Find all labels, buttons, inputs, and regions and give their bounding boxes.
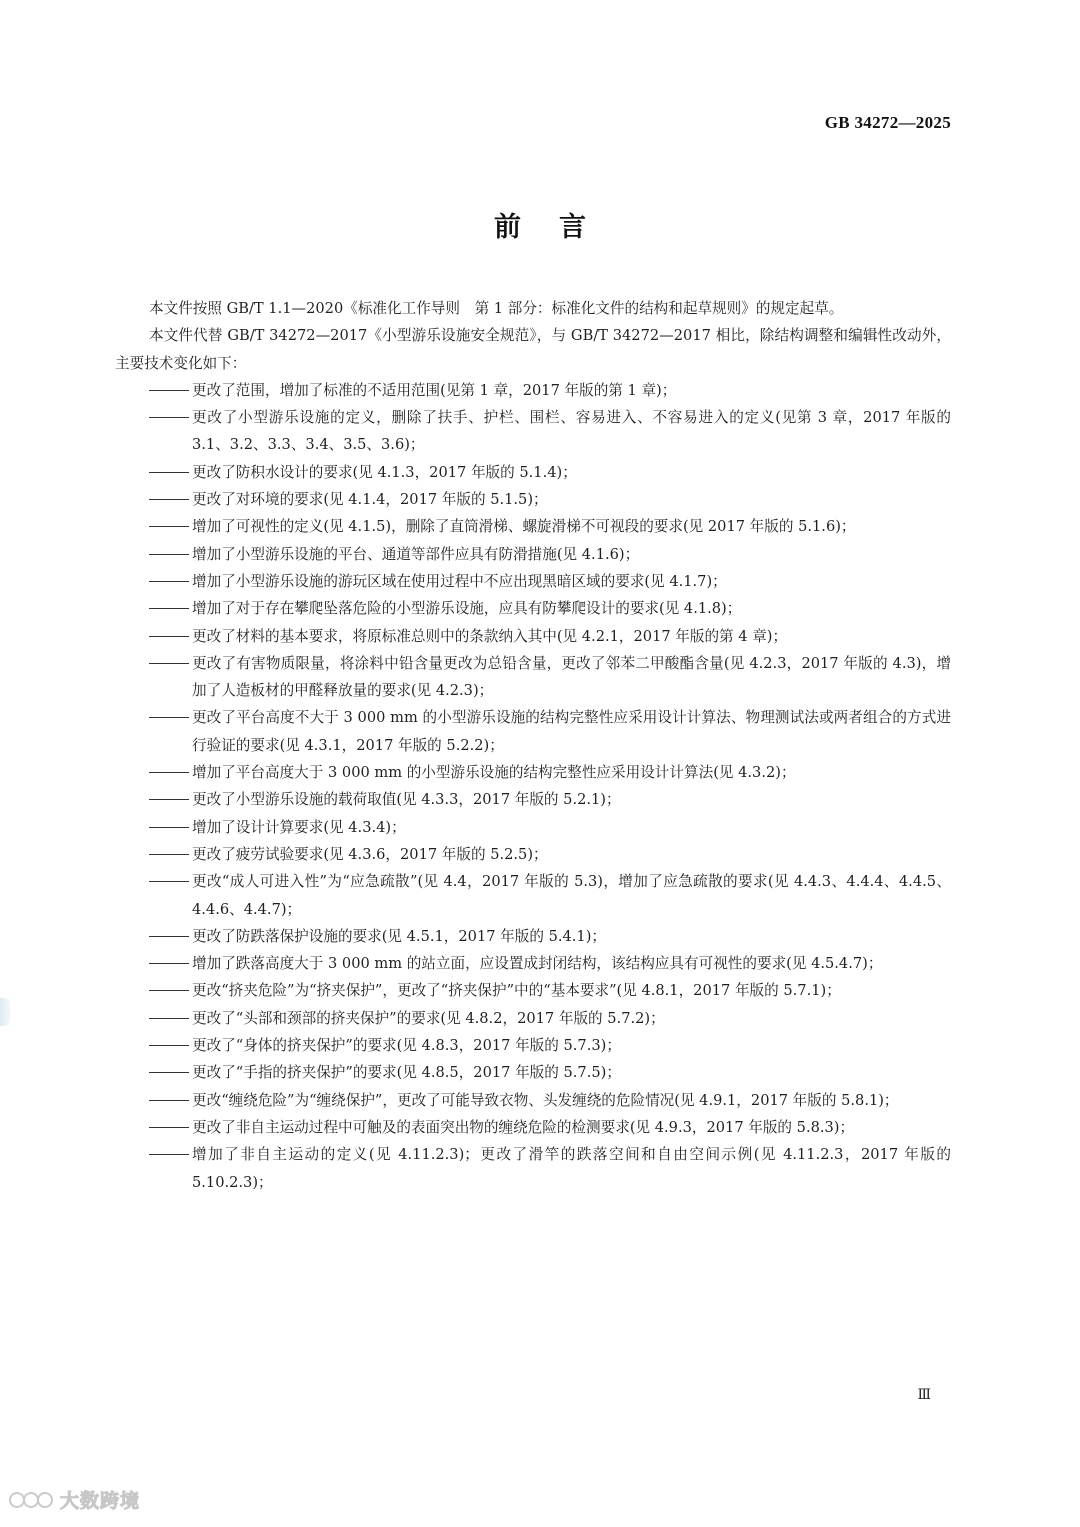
change-item: 增加了小型游乐设施的平台、通道等部件应具有防滑措施(见 4.1.6)； bbox=[115, 541, 951, 568]
dash-mark bbox=[149, 1018, 189, 1019]
change-item: 更改了小型游乐设施的定义，删除了扶手、护栏、围栏、容易进入、不容易进入的定义(见第 3 章，2017 年版的 3.1、3.2、3.3、3.4、3.5、3.6)； bbox=[115, 404, 951, 459]
dash-mark bbox=[149, 499, 189, 500]
dash-mark bbox=[149, 772, 189, 773]
change-item: 增加了可视性的定义(见 4.1.5)，删除了直筒滑梯、螺旋滑梯不可视段的要求(见 2017 年版的 5.1.6)； bbox=[115, 513, 951, 540]
dash-mark bbox=[149, 936, 189, 937]
page-number: Ⅲ bbox=[917, 1388, 930, 1403]
change-item: 更改了“头部和颈部的挤夹保护”的要求(见 4.8.2，2017 年版的 5.7.2)； bbox=[115, 1005, 951, 1032]
change-item: 更改了有害物质限量，将涂料中铅含量更改为总铅含量，更改了邻苯二甲酸酯含量(见 4.2.3，2017 年版的 4.3)，增加了人造板材的甲醛释放量的要求(见 4.2.3)； bbox=[115, 650, 951, 705]
dash-mark bbox=[149, 854, 189, 855]
watermark-text: 大数跨境 bbox=[60, 1490, 141, 1512]
dash-mark bbox=[149, 526, 189, 527]
change-item: 更改了疲劳试验要求(见 4.3.6，2017 年版的 5.2.5)； bbox=[115, 841, 951, 868]
change-item: 更改了小型游乐设施的载荷取值(见 4.3.3，2017 年版的 5.2.1)； bbox=[115, 786, 951, 813]
change-item: 更改了防跌落保护设施的要求(见 4.5.1，2017 年版的 5.4.1)； bbox=[115, 923, 951, 950]
dash-mark bbox=[149, 963, 189, 964]
dash-mark bbox=[149, 1154, 189, 1155]
dash-mark bbox=[149, 390, 189, 391]
change-item: 增加了对于存在攀爬坠落危险的小型游乐设施，应具有防攀爬设计的要求(见 4.1.8)； bbox=[115, 595, 951, 622]
change-item: 更改了范围，增加了标准的不适用范围(见第 1 章，2017 年版的第 1 章)； bbox=[115, 377, 951, 404]
change-item: 更改了对环境的要求(见 4.1.4，2017 年版的 5.1.5)； bbox=[115, 486, 951, 513]
dash-mark bbox=[149, 990, 189, 991]
change-item: 增加了非自主运动的定义(见 4.11.2.3)；更改了滑竿的跌落空间和自由空间示例(见 4.11.2.3，2017 年版的 5.10.2.3)； bbox=[115, 1141, 951, 1196]
document-number: GB 34272—2025 bbox=[824, 113, 951, 132]
dash-mark bbox=[149, 717, 189, 718]
dash-mark bbox=[149, 799, 189, 800]
dash-mark bbox=[149, 417, 189, 418]
intro-paragraph-1: 本文件按照 GB/T 1.1—2020《标准化工作导则 第 1 部分：标准化文件的结构和起草规则》的规定起草。 bbox=[149, 300, 844, 317]
change-item: 更改了“身体的挤夹保护”的要求(见 4.8.3，2017 年版的 5.7.3)； bbox=[115, 1032, 951, 1059]
change-item: 增加了平台高度大于 3 000 mm 的小型游乐设施的结构完整性应采用设计计算法(见 4.3.2)； bbox=[115, 759, 951, 786]
change-item: 更改“挤夹危险”为“挤夹保护”，更改了“挤夹保护”中的“基本要求”(见 4.8.1，2017 年版的 5.7.1)； bbox=[115, 977, 951, 1004]
change-item: 更改了非自主运动过程中可触及的表面突出物的缠绕危险的检测要求(见 4.9.3，2017 年版的 5.8.3)； bbox=[115, 1114, 951, 1141]
change-item: 更改了材料的基本要求，将原标准总则中的条款纳入其中(见 4.2.1，2017 年版的第 4 章)； bbox=[115, 623, 951, 650]
dash-mark bbox=[149, 1127, 189, 1128]
change-item: 更改了防积水设计的要求(见 4.1.3，2017 年版的 5.1.4)； bbox=[115, 459, 951, 486]
change-item: 更改了“手指的挤夹保护”的要求(见 4.8.5，2017 年版的 5.7.5)； bbox=[115, 1059, 951, 1086]
dash-mark bbox=[149, 636, 189, 637]
change-list bbox=[115, 377, 951, 1196]
change-item: 增加了跌落高度大于 3 000 mm 的站立面，应设置成封闭结构，该结构应具有可视性的要求(见 4.5.4.7)； bbox=[115, 950, 951, 977]
dash-mark bbox=[149, 881, 189, 882]
change-item: 更改了平台高度不大于 3 000 mm 的小型游乐设施的结构完整性应采用设计计算法、物理测试法或两者组合的方式进行验证的要求(见 4.3.1，2017 年版的 5.2.2)； bbox=[115, 704, 951, 759]
watermark bbox=[8, 1486, 140, 1513]
dash-mark bbox=[149, 472, 189, 473]
change-item: 增加了设计计算要求(见 4.3.4)； bbox=[115, 814, 951, 841]
change-item: 增加了小型游乐设施的游玩区域在使用过程中不应出现黑暗区域的要求(见 4.1.7)； bbox=[115, 568, 951, 595]
dash-mark bbox=[149, 1100, 189, 1101]
dash-mark bbox=[149, 663, 189, 664]
document-body bbox=[115, 295, 951, 1196]
change-item: 更改“成人可进入性”为“应急疏散”(见 4.4，2017 年版的 5.3)，增加了应急疏散的要求(见 4.4.3、4.4.4、4.4.5、4.4.6、4.4.7)； bbox=[115, 868, 951, 923]
dash-mark bbox=[149, 1072, 189, 1073]
dash-mark bbox=[149, 581, 189, 582]
watermark-logo-icon bbox=[8, 1487, 54, 1513]
dash-mark bbox=[149, 827, 189, 828]
edge-tab-mark bbox=[0, 998, 10, 1026]
page-title: 前言 bbox=[494, 212, 624, 243]
dash-mark bbox=[149, 554, 189, 555]
change-item: 更改“缠绕危险”为“缠绕保护”，更改了可能导致衣物、头发缠绕的危险情况(见 4.9.1，2017 年版的 5.8.1)； bbox=[115, 1087, 951, 1114]
dash-mark bbox=[149, 1045, 189, 1046]
intro-paragraph-2: 本文件代替 GB/T 34272—2017《小型游乐设施安全规范》，与 GB/T 34272—2017 相比，除结构调整和编辑性改动外，主要技术变化如下： bbox=[115, 327, 951, 372]
dash-mark bbox=[149, 608, 189, 609]
